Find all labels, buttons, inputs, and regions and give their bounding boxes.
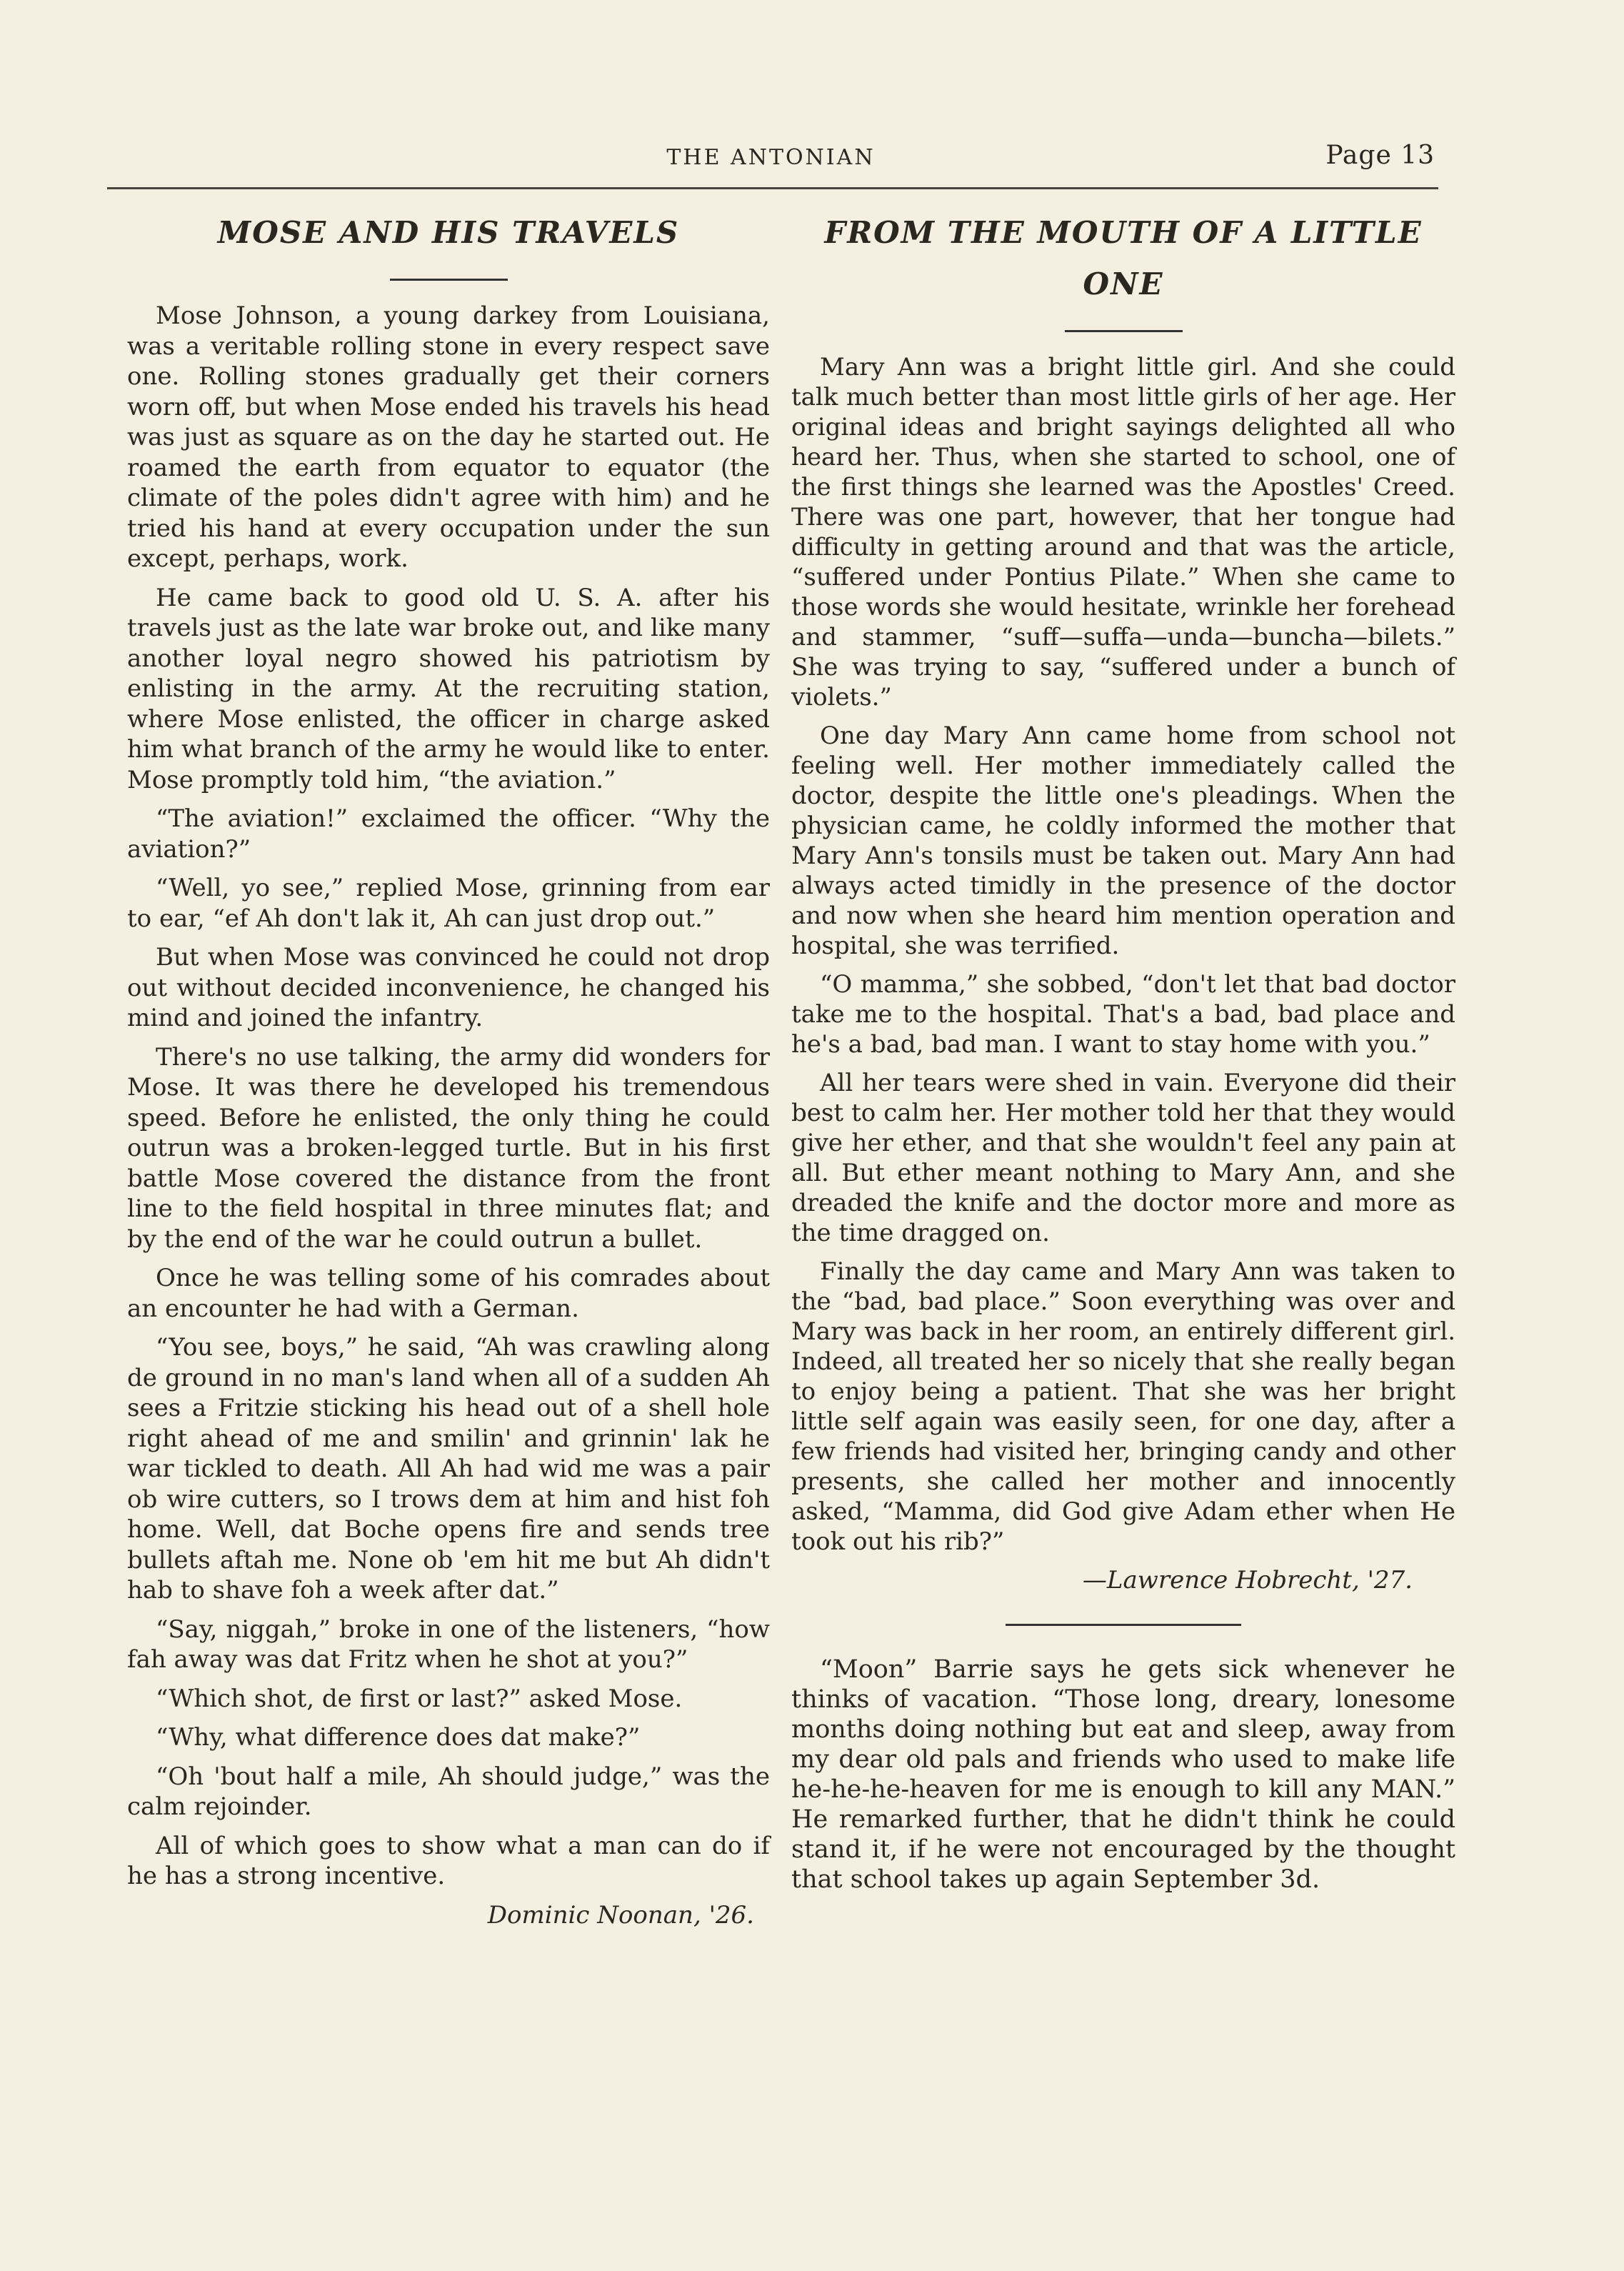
article-paragraph: One day Mary Ann came home from school not feeling well. Her mother immediately called the doctor, despite the little one's pleadings. When the physician came, he coldly informed the mother that Mary Ann's tonsils must be taken out. Mary Ann had always acted timidly in the presence of the doctor and now when she heard him mention operation and hospital, she was terrified. <box>791 722 1455 960</box>
magazine-title: THE ANTONIAN <box>666 145 876 170</box>
article-paragraph: Mary Ann was a bright little girl. And she could talk much better than most little girls of her age. Her original ideas and bright sayings delighted all who heard her. Thus, when she started to school, one of the first things she learned was the Apostles' Creed. There was one part, however, that her tongue had difficulty in getting around and that was the article, “suffered under Pontius Pilate.” When she came to those words she would hesitate, wrinkle her forehead and stammer, “suff—suffa—unda—buncha—bilets.” She was trying to say, “suffered under a bunch of violets.” <box>791 353 1455 712</box>
article-paragraph: “Say, niggah,” broke in one of the listeners, “how fah away was dat Fritz when he shot at you?” <box>127 1614 770 1674</box>
article-paragraph: Once he was telling some of his comrades about an encounter he had with a German. <box>127 1264 770 1323</box>
article-paragraph: “Oh 'bout half a mile, Ah should judge,” was the calm rejoinder. <box>127 1762 770 1821</box>
moon-note <box>791 1654 1455 1895</box>
right-column <box>791 207 1455 1903</box>
article-title: FROM THE MOUTH OF A LITTLE ONE <box>824 215 1423 301</box>
article-paragraph: All of which goes to show what a man can do if he has a strong incentive. <box>127 1831 770 1890</box>
page-number: Page 13 <box>1325 141 1435 170</box>
article-paragraph: But when Mose was convinced he could not drop out without decided inconvenience, he changed his mind and joined the infantry. <box>127 943 770 1032</box>
article-paragraph: “The aviation!” exclaimed the officer. “Why the aviation?” <box>127 804 770 864</box>
note-paragraph: “Moon” Barrie says he gets sick whenever he thinks of vacation. “Those long, dreary, lonesome months doing nothing but eat and sleep, away from my dear old pals and friends who used to make life he-he-he-heaven for me is enough to kill any MAN.” He remarked further, that he didn't think he could stand it, if he were not encouraged by the thought that school takes up again September 3d. <box>791 1655 1455 1894</box>
article-paragraph: Mose Johnson, a young darkey from Louisiana, was a veritable rolling stone in every respect save one. Rolling stones gradually get their corners worn off, but when Mose ended his travels his head was just as square as on the day he started out. He roamed the earth from equator to equator (the climate of the poles didn't agree with him) and he tried his hand at every occupation under the sun except, perhaps, work. <box>127 301 770 573</box>
title-rule <box>390 279 508 281</box>
article-paragraph: All her tears were shed in vain. Everyone did their best to calm her. Her mother told her that they would give her ether, and that she wouldn't feel any pain at all. But ether meant nothing to Mary Ann, and she dreaded the knife and the doctor more and more as the time dragged on. <box>791 1069 1455 1247</box>
title-rule <box>1065 330 1183 332</box>
page-header <box>107 139 1435 182</box>
article-title: MOSE AND HIS TRAVELS <box>217 215 680 250</box>
article-paragraph: He came back to good old U. S. A. after his travels just as the late war broke out, and like many another loyal negro showed his patriotism by enlisting in the army. At the recruiting station, where Mose enlisted, the officer in charge asked him what branch of the army he would like to enter. Mose promptly told him, “the aviation.” <box>127 583 770 794</box>
section-rule <box>1006 1624 1241 1626</box>
article-paragraph: “O mamma,” she sobbed, “don't let that bad doctor take me to the hospital. That's a bad, bad place and he's a bad, bad man. I want to stay home with you.” <box>791 970 1455 1059</box>
left-column <box>127 207 770 1930</box>
header-rule <box>107 187 1438 189</box>
article-paragraph: “Which shot, de first or last?” asked Mose. <box>156 1684 683 1713</box>
article-paragraph: “Well, yo see,” replied Mose, grinning from ear to ear, “ef Ah don't lak it, Ah can just drop out.” <box>127 874 770 933</box>
article-paragraph: “You see, boys,” he said, “Ah was crawling along de ground in no man's land when all of a sudden Ah sees a Fritzie sticking his head out of a shell hole right ahead of me and smilin' and grinnin' lak he war tickled to death. All Ah had wid me was a pair ob wire cutters, so I trows dem at him and hist foh home. Well, dat Boche opens fire and sends tree bullets aftah me. None ob 'em hit me but Ah didn't hab to shave foh a week after dat.” <box>127 1333 770 1604</box>
article-paragraph: There's no use talking, the army did wonders for Mose. It was there he developed his tremendous speed. Before he enlisted, the only thing he could outrun was a broken-legged turtle. But in his first battle Mose covered the distance from the front line to the field hospital in three minutes flat; and by the end of the war he could outrun a bullet. <box>127 1042 770 1254</box>
author-signature: Dominic Noonan, '26. <box>487 1900 754 1930</box>
article-paragraph: “Why, what difference does dat make?” <box>156 1723 641 1752</box>
article-paragraph: Finally the day came and Mary Ann was taken to the “bad, bad place.” Soon everything was over and Mary was back in her room, an entirely different girl. Indeed, all treated her so nicely that she really began to enjoy being a patient. That she was her bright little self again was easily seen, for one day, after a few friends had visited her, bringing candy and other presents, she called her mother and innocently asked, “Mamma, did God give Adam ether when He took out his rib?” <box>791 1257 1455 1556</box>
author-signature: —Lawrence Hobrecht, '27. <box>1082 1566 1413 1594</box>
